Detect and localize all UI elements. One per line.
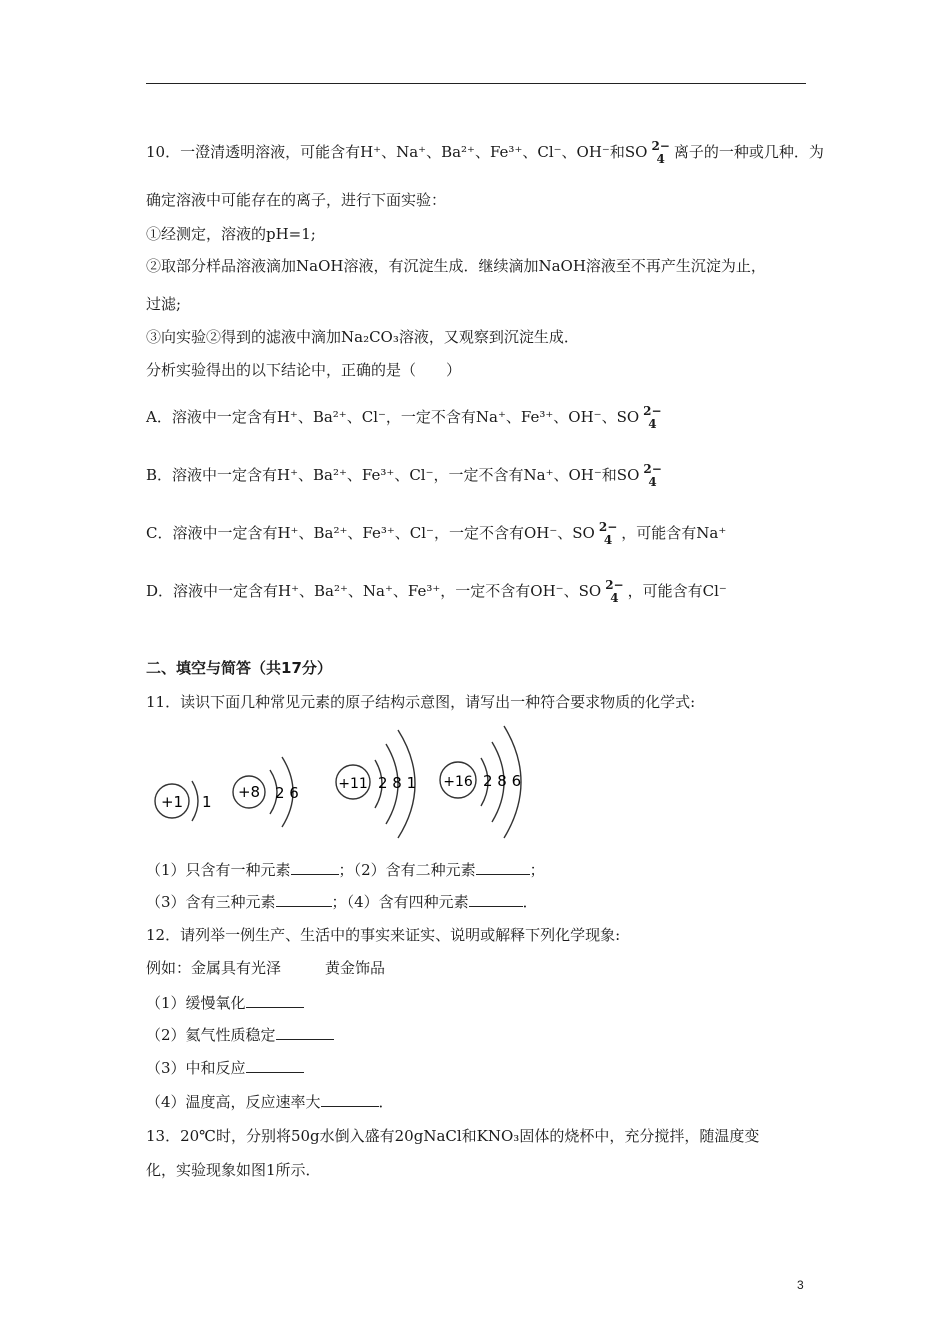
page-number: 3 — [797, 1278, 804, 1292]
atom-nucleus: +11 — [338, 776, 368, 792]
option-c[interactable]: C．溶液中一定含有H⁺、Ba²⁺、Fe³⁺、Cl⁻，一定不含有OH⁻、SO 2− 4 ，可能含有Na⁺ — [146, 520, 727, 547]
q10-prompt: 分析实验得出的以下结论中，正确的是（ ） — [146, 361, 462, 379]
sulfate-fraction: 2− 4 — [643, 404, 662, 431]
option-b[interactable]: B．溶液中一定含有H⁺、Ba²⁺、Fe³⁺、Cl⁻，一定不含有Na⁺、OH⁻和SO 2− 4 — [146, 462, 662, 489]
q13-line1: 13．20℃时，分别将50g水倒入盛有20gNaCl和KNO₃固体的烧杯中，充分搅拌，随温度变 — [146, 1127, 760, 1145]
sulfate-fraction: 2− 4 — [598, 520, 618, 547]
q12-example: 例如：金属具有光泽 黄金饰品 — [146, 959, 386, 977]
q13-line2: 化，实验现象如图1所示． — [146, 1161, 321, 1179]
sulfate-fraction: 2− 4 — [605, 578, 624, 605]
q10-line1: 10．一澄清透明溶液，可能含有H⁺、Na⁺、Ba²⁺、Fe³⁺、Cl⁻、OH⁻和SO 2− 4 离子的一种或几种．为 — [146, 139, 824, 166]
atom-shells: 1 — [202, 793, 212, 811]
answer-blank-8[interactable] — [321, 1092, 379, 1107]
atom-nucleus: +1 — [160, 793, 184, 811]
option-a[interactable]: A．溶液中一定含有H⁺、Ba²⁺、Cl⁻，一定不含有Na⁺、Fe³⁺、OH⁻、SO 2− 4 — [146, 404, 662, 431]
q12-stem: 12．请列举一例生产、生活中的事实来证实、说明或解释下列化学现象: — [146, 926, 621, 944]
q11-stem: 11．读识下面几种常见元素的原子结构示意图，请写出一种符合要求物质的化学式: — [146, 693, 696, 711]
sulfate-fraction: 2− 4 — [643, 462, 662, 489]
answer-blank-6[interactable] — [276, 1025, 334, 1040]
q10-step3: ③向实验②得到的滤液中滴加Na₂CO₃溶液，又观察到沉淀生成． — [146, 328, 579, 346]
q12-item-3: （3）中和反应 — [146, 1058, 304, 1078]
atom-structure-diagrams — [146, 722, 536, 840]
answer-blank-7[interactable] — [246, 1058, 304, 1073]
atom-nucleus: +16 — [443, 774, 473, 790]
q10-line2: 确定溶液中可能存在的离子，进行下面实验： — [146, 191, 447, 209]
q12-item-2: （2）氦气性质稳定 — [146, 1025, 334, 1045]
answer-blank-5[interactable] — [246, 993, 304, 1008]
answer-blank-1[interactable] — [291, 860, 339, 875]
header-rule — [146, 83, 806, 84]
option-d[interactable]: D．溶液中一定含有H⁺、Ba²⁺、Na⁺、Fe³⁺，一定不含有OH⁻、SO 2− 4 ，可能含有Cl⁻ — [146, 578, 727, 605]
atom-shells: 2 8 6 — [483, 772, 522, 790]
answer-blank-2[interactable] — [476, 860, 530, 875]
atom-shells: 2 6 — [275, 784, 299, 802]
q10-step2-cont: 过滤; — [146, 295, 182, 313]
q11-part-row-1: （1）只含有一种元素 ；（2）含有二种元素 ； — [146, 861, 545, 879]
q10-step1: ①经测定，溶液的pH=1; — [146, 225, 316, 243]
q11-part-row-2: （3）含有三种元素 ；（4）含有四种元素 ． — [146, 893, 538, 911]
q10-stem: 10．一澄清透明溶液，可能含有H⁺、Na⁺、Ba²⁺、Fe³⁺、Cl⁻、OH⁻和SO — [146, 143, 648, 161]
q10-step2: ②取部分样品溶液滴加NaOH溶液，有沉淀生成．继续滴加NaOH溶液至不再产生沉淀为止， — [146, 257, 766, 275]
atom-nucleus: +8 — [237, 783, 261, 801]
section-heading: 二、填空与简答（共17分） — [146, 659, 332, 677]
answer-blank-4[interactable] — [469, 892, 523, 907]
answer-blank-3[interactable] — [276, 892, 332, 907]
q12-item-1: （1）缓慢氧化 — [146, 993, 304, 1013]
sulfate-fraction: 2− 4 — [651, 139, 670, 166]
atom-shells: 2 8 1 — [378, 774, 417, 792]
q12-item-4: （4）温度高，反应速率大 ． — [146, 1093, 394, 1111]
